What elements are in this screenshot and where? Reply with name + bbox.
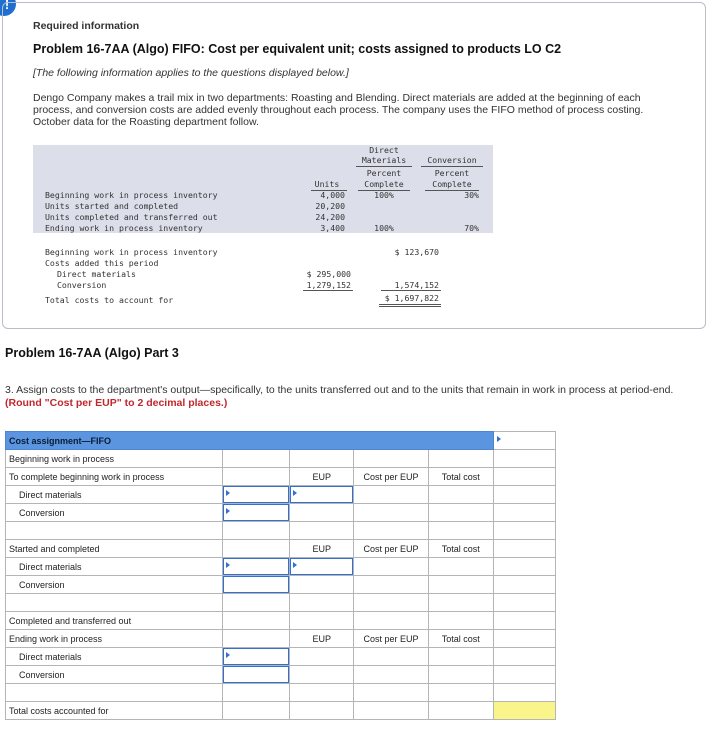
col-dm-pct1: Percent xyxy=(366,168,402,178)
cost-value-dm: $ 295,000 xyxy=(306,269,351,279)
added-total-underline xyxy=(381,290,441,291)
col-cost-per-eup-label: Cost per EUP xyxy=(354,468,429,486)
col-conv-pct2: Complete xyxy=(432,179,472,189)
row-started-completed: Started and completed xyxy=(6,540,223,558)
row-conversion: Conversion xyxy=(6,504,223,522)
col-cost-per-eup-label: Cost per EUP xyxy=(354,630,429,648)
col-eup-label: EUP xyxy=(290,540,354,558)
total-cost-input[interactable] xyxy=(493,702,555,720)
col-cost-per-eup-label: Cost per EUP xyxy=(354,540,429,558)
eup-input[interactable] xyxy=(222,666,289,684)
eup-input[interactable] xyxy=(222,558,289,576)
cost-value-total: $ 1,697,822 xyxy=(384,293,439,303)
cost-label-dm: Direct materials xyxy=(57,269,136,279)
total-underline-2 xyxy=(379,306,441,307)
col-conv-pct1: Percent xyxy=(434,168,470,178)
row-conv-pct: 30% xyxy=(464,190,479,200)
eup-input[interactable] xyxy=(222,576,289,594)
cost-per-eup-input[interactable] xyxy=(290,486,354,504)
row-label: Units started and completed xyxy=(45,201,179,211)
col-dm-pct2: Complete xyxy=(364,179,404,189)
col-eup-label: EUP xyxy=(290,630,354,648)
row-conversion: Conversion xyxy=(6,666,223,684)
eup-input[interactable] xyxy=(222,648,289,666)
cost-value-added-total: 1,574,152 xyxy=(394,280,439,290)
row-dm-pct: 100% xyxy=(374,190,394,200)
col-eup-label: EUP xyxy=(290,468,354,486)
col-total-cost-label: Total cost xyxy=(428,540,493,558)
row-to-complete: To complete beginning work in process xyxy=(6,468,223,486)
total-underline-1 xyxy=(379,304,441,305)
col-units: Units xyxy=(314,179,340,189)
col-dm-title1: Direct xyxy=(369,145,399,155)
dm-underline xyxy=(356,166,412,167)
required-information-label: Required information xyxy=(33,20,140,32)
alert-icon: ! xyxy=(0,0,16,16)
row-units: 3,400 xyxy=(320,223,345,233)
col-dm-title2: Materials xyxy=(361,155,407,165)
eup-input[interactable] xyxy=(222,504,289,522)
row-dm: Direct materials xyxy=(6,486,223,504)
input-marker-icon xyxy=(497,436,501,442)
eup-input[interactable] xyxy=(222,486,289,504)
row-dm: Direct materials xyxy=(6,558,223,576)
grid-header: Cost assignment—FIFO xyxy=(6,432,494,450)
cost-assignment-grid xyxy=(5,431,556,720)
cost-label-added: Costs added this period xyxy=(45,258,159,268)
row-ending-wip: Ending work in process xyxy=(6,630,223,648)
row-dm-pct: 100% xyxy=(374,223,394,233)
col-total-cost-label: Total cost xyxy=(428,630,493,648)
row-label: Units completed and transferred out xyxy=(45,212,218,222)
row-units: 4,000 xyxy=(320,190,345,200)
instruction-note: (Round "Cost per EUP" to 2 decimal places.) xyxy=(5,397,228,409)
cost-value-bwip: $ 123,670 xyxy=(394,247,439,257)
conv-cost-underline xyxy=(303,290,353,291)
row-total-accounted: Total costs accounted for xyxy=(6,702,223,720)
cost-per-eup-input[interactable] xyxy=(290,558,354,576)
col-total-cost-label: Total cost xyxy=(428,468,493,486)
row-label: Ending work in process inventory xyxy=(45,223,203,233)
cost-value-conv: 1,279,152 xyxy=(306,280,351,290)
row-conversion: Conversion xyxy=(6,576,223,594)
cost-label-bwip: Beginning work in process inventory xyxy=(45,247,218,257)
cost-label-total: Total costs to account for xyxy=(45,295,174,305)
part-instruction xyxy=(5,384,705,410)
instruction-text: 3. Assign costs to the department's output—specifically, to the units transferred out and to the units that remain in work in process at period-end. xyxy=(5,384,674,396)
row-completed-transferred: Completed and transferred out xyxy=(6,612,223,630)
row-units: 24,200 xyxy=(315,212,345,222)
row-label: Beginning work in process inventory xyxy=(45,190,218,200)
applies-note: [The following information applies to the questions displayed below.] xyxy=(33,67,349,79)
problem-intro: Dengo Company makes a trail mix in two departments: Roasting and Blending. Direct materials are added at the beginning of each process, and conversion costs are added evenly throughout each process. The company uses the FIFO method of process costing. October data for the Roasting department follow. xyxy=(33,92,644,128)
part-title: Problem 16-7AA (Algo) Part 3 xyxy=(5,346,179,360)
row-conv-pct: 70% xyxy=(464,223,479,233)
row-dm: Direct materials xyxy=(6,648,223,666)
conv-underline xyxy=(421,166,483,167)
row-beginning-wip: Beginning work in process xyxy=(6,450,223,468)
row-units: 20,200 xyxy=(315,201,345,211)
roasting-data-table xyxy=(33,145,493,308)
header-input-cell[interactable] xyxy=(493,432,555,450)
cost-label-conv: Conversion xyxy=(57,280,107,290)
problem-title: Problem 16-7AA (Algo) FIFO: Cost per equivalent unit; costs assigned to products LO C2 xyxy=(33,42,562,56)
col-conv-title: Conversion xyxy=(427,155,477,165)
